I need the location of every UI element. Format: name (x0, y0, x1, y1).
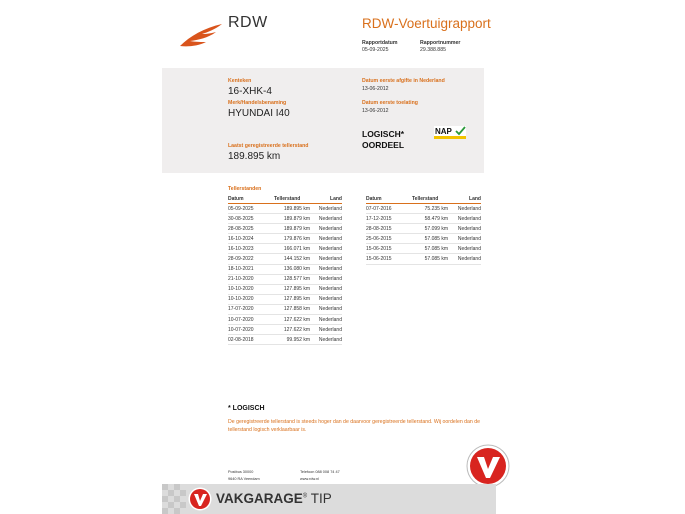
cell-datum: 10-07-2020 (228, 315, 274, 325)
toelating-label: Datum eerste toelating (362, 100, 418, 106)
brand-name: RDW (228, 14, 268, 31)
table-row (228, 274, 342, 284)
cell-tellerstand: 57.085 km (412, 254, 448, 264)
cell-datum: 30-08-2025 (228, 214, 274, 224)
oordeel-block (362, 129, 404, 151)
cell-tellerstand: 57.099 km (412, 224, 448, 234)
cell-datum: 05-09-2025 (228, 204, 274, 214)
cell-land: Nederland (310, 244, 342, 254)
cell-land: Nederland (310, 234, 342, 244)
table-row (228, 264, 342, 274)
table-row (228, 284, 342, 294)
table-row (228, 325, 342, 335)
rapportnummer-value: 29.388.885 (420, 47, 446, 53)
kenteken-label: Kenteken (228, 78, 252, 84)
col-land: Land (310, 195, 342, 204)
cell-land: Nederland (448, 224, 481, 234)
logisch-footnote-label: * LOGISCH (228, 405, 265, 412)
cell-land: Nederland (310, 264, 342, 274)
table-row (366, 214, 481, 224)
afgifte-label: Datum eerste afgifte in Nederland (362, 78, 445, 84)
telefoon: Telefoon 088 008 74 47 (300, 470, 340, 474)
table-row (366, 254, 481, 264)
cell-datum: 28-08-2025 (228, 224, 274, 234)
cell-land: Nederland (448, 254, 481, 264)
vakgarage-word: VAKGARAGE (216, 491, 303, 506)
plaats: 9640 RA Veendam (228, 477, 260, 481)
col-land: Land (448, 195, 481, 204)
cell-tellerstand: 179.876 km (274, 234, 310, 244)
tip-word: TIP (310, 491, 332, 506)
cell-land: Nederland (448, 214, 481, 224)
vakgarage-v-icon (466, 444, 510, 488)
cell-tellerstand: 189.879 km (274, 224, 310, 234)
rdw-logo-icon (178, 22, 224, 48)
cell-land: Nederland (310, 254, 342, 264)
toelating-value: 13-06-2012 (362, 108, 389, 114)
nap-logo-icon (434, 126, 466, 139)
table-row (366, 224, 481, 234)
table-row (366, 204, 481, 214)
cell-land: Nederland (310, 335, 342, 345)
cell-datum: 18-10-2021 (228, 264, 274, 274)
cell-land: Nederland (448, 204, 481, 214)
oordeel-label: OORDEEL (362, 140, 405, 150)
col-tellerstand: Tellerstand (412, 195, 448, 204)
logisch-footnote-text: De geregistreerde tellerstand is steeds hoger dan de daarvoor geregistreerde tellerstand. Wij oordelen dan de tellerstand logisch verklaarbaar is. (228, 419, 481, 433)
cell-land: Nederland (310, 214, 342, 224)
cell-datum: 21-10-2020 (228, 274, 274, 284)
cell-tellerstand: 57.085 km (412, 234, 448, 244)
oordeel-value: LOGISCH* (362, 129, 405, 139)
cell-land: Nederland (310, 325, 342, 335)
cell-tellerstand: 57.085 km (412, 244, 448, 254)
cell-datum: 15-06-2015 (366, 244, 412, 254)
cell-tellerstand: 144.152 km (274, 254, 310, 264)
cell-tellerstand: 136.080 km (274, 264, 310, 274)
postbus: Postbus 30000 (228, 470, 254, 474)
col-tellerstand: Tellerstand (274, 195, 310, 204)
cell-datum: 17-12-2015 (366, 214, 412, 224)
cell-datum: 10-07-2020 (228, 325, 274, 335)
cell-tellerstand: 127.895 km (274, 294, 310, 304)
table-row (228, 234, 342, 244)
cell-datum: 28-09-2022 (228, 254, 274, 264)
cell-datum: 07-07-2016 (366, 204, 412, 214)
cell-datum: 25-06-2015 (366, 234, 412, 244)
cell-tellerstand: 128.577 km (274, 274, 310, 284)
website: www.rdw.nl (300, 477, 319, 481)
cell-datum: 15-06-2015 (366, 254, 412, 264)
afgifte-value: 13-06-2012 (362, 86, 389, 92)
table-row (228, 304, 342, 314)
cell-land: Nederland (310, 284, 342, 294)
table-title: Tellerstanden (228, 186, 262, 192)
cell-tellerstand: 75.235 km (412, 204, 448, 214)
page-title: RDW-Voertuigrapport (362, 16, 491, 31)
cell-land: Nederland (310, 274, 342, 284)
table-row (366, 234, 481, 244)
col-datum: Datum (228, 195, 274, 204)
merk-label: Merk/Handelsbenaming (228, 100, 287, 106)
table-row (228, 214, 342, 224)
cell-datum: 02-08-2018 (228, 335, 274, 345)
cell-tellerstand: 189.895 km (274, 204, 310, 214)
table-row (228, 315, 342, 325)
table-row (228, 224, 342, 234)
nap-logo-text: NAP (435, 127, 452, 136)
rapportnummer-label: Rapportnummer (420, 40, 461, 46)
cell-datum: 16-10-2024 (228, 234, 274, 244)
checker-pattern-icon (162, 484, 186, 514)
table-row (228, 335, 342, 345)
cell-tellerstand: 127.622 km (274, 315, 310, 325)
cell-land: Nederland (448, 234, 481, 244)
cell-tellerstand: 127.858 km (274, 304, 310, 314)
table-row (228, 244, 342, 254)
vakgarage-banner-text: VAKGARAGE® TIP (216, 491, 332, 506)
cell-tellerstand: 58.479 km (412, 214, 448, 224)
cell-land: Nederland (310, 294, 342, 304)
cell-datum: 16-10-2023 (228, 244, 274, 254)
rapportdatum-value: 05-09-2025 (362, 47, 389, 53)
cell-land: Nederland (310, 315, 342, 325)
cell-datum: 28-08-2015 (366, 224, 412, 234)
cell-tellerstand: 127.622 km (274, 325, 310, 335)
cell-tellerstand: 99.952 km (274, 335, 310, 345)
cell-land: Nederland (310, 304, 342, 314)
odometer-table-left (228, 195, 342, 345)
cell-land: Nederland (310, 204, 342, 214)
cell-land: Nederland (310, 224, 342, 234)
cell-tellerstand: 166.071 km (274, 244, 310, 254)
kenteken-value: 16-XHK-4 (228, 86, 272, 97)
table-row (228, 254, 342, 264)
teller-value: 189.895 km (228, 151, 281, 162)
merk-value: HYUNDAI I40 (228, 108, 290, 119)
rapportdatum-label: Rapportdatum (362, 40, 398, 46)
cell-land: Nederland (448, 244, 481, 254)
table-row (228, 204, 342, 214)
teller-label: Laatst geregistreerde tellerstand (228, 143, 309, 149)
table-row (228, 294, 342, 304)
cell-datum: 10-10-2020 (228, 294, 274, 304)
cell-datum: 10-10-2020 (228, 284, 274, 294)
odometer-table-right (366, 195, 481, 265)
col-datum: Datum (366, 195, 412, 204)
cell-datum: 17-07-2020 (228, 304, 274, 314)
vakgarage-small-v-icon (188, 487, 212, 511)
cell-tellerstand: 127.895 km (274, 284, 310, 294)
cell-tellerstand: 189.879 km (274, 214, 310, 224)
table-row (366, 244, 481, 254)
